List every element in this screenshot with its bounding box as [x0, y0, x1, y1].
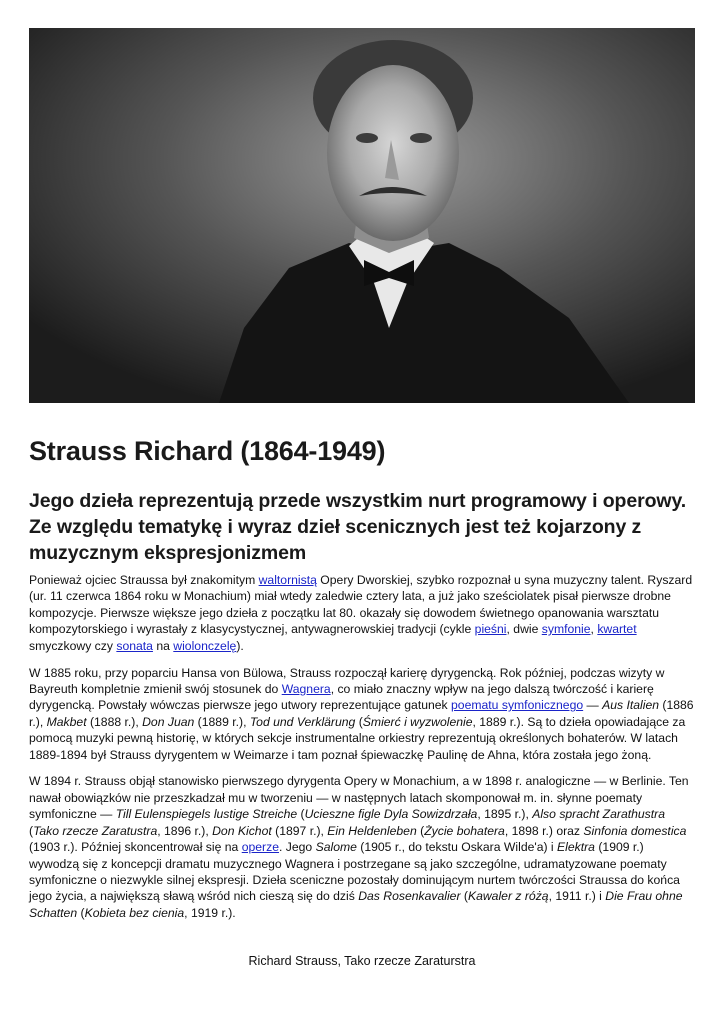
- link-kwartet[interactable]: kwartet: [597, 622, 637, 637]
- link-opera[interactable]: operze: [241, 840, 279, 855]
- link-wagnera[interactable]: Wagnera: [281, 681, 331, 696]
- portrait-illustration: [29, 28, 695, 403]
- paragraph-1: Ponieważ ojciec Straussa był znakomitym waltornistą Opery Dworskiej, szybko rozpoznał u syna muzyczny talent. Ryszard (ur. 11 czerwca 1864 roku w Monachium) miał wtedy zaledwie cztery lata, a już jako sześciolatek pisał pierwsze drobne kompozycje. Pierwsze większe jego dzieła z początku lat 80. okazały się dowodem świetnego opanowania warsztatu kompozytorskiego i wyrastały z klasycystycznej, antywagnerowskiej tradycji (cykle pieśni, dwie symfonie, kwartet smyczkowy czy sonata na wiolonczelę).: [29, 573, 693, 653]
- link-symfonie[interactable]: symfonie: [541, 622, 591, 637]
- link-piesni[interactable]: pieśni: [474, 622, 507, 637]
- lead-paragraph: Jego dzieła reprezentują przede wszystkim nurt programowy i operowy. Ze względu tematykę i wyraz dzieł scenicznych jest też kojarzony z muzycznym ekspresjonizmem: [29, 490, 687, 564]
- link-sonata[interactable]: sonata: [116, 638, 153, 653]
- link-poemat-symfoniczny[interactable]: poematu symfonicznego: [451, 698, 584, 713]
- link-wiolonczela[interactable]: wiolonczelę: [173, 638, 237, 653]
- portrait-photo: [29, 28, 695, 403]
- caption: Richard Strauss, Tako rzecze Zaraturstra: [248, 954, 476, 968]
- link-waltornista[interactable]: waltornistą: [258, 573, 317, 587]
- article-body: [29, 572, 695, 932]
- paragraph-2: W 1885 roku, przy poparciu Hansa von Bülowa, Strauss rozpoczął karierę dyrygencką. Rok później, podczas wizyty w Bayreuth kompletnie zmienił swój stosunek do Wagnera, co miało znaczny wpływ na jego dalszą twórczość i karierę dyrygencką. Powstały wówczas pierwsze jego utwory reprezentujące gatunek poematu symfonicznego — Aus Italien (1886 r.), Makbet (1888 r.), Don Juan (1889 r.), Tod und Verklärung (Śmierć i wyzwolenie, 1889 r.). Są to dzieła opowiadające za pomocą muzyki pewną historię, w których sekcje instrumentalne orkiestry reprezentują określonych bohaterów. W latach 1889-1894 był Strauss dyrygentem w Weimarze i tam poznał śpiewaczkę Paulinę de Ahna, która została jego żoną.: [29, 665, 694, 762]
- page-title: Strauss Richard (1864-1949): [29, 436, 386, 466]
- paragraph-3: W 1894 r. Strauss objął stanowisko pierwszego dyrygenta Opery w Monachium, a w 1898 r. analogiczne — w Berlinie. Ten nawał obowiązków nie przeszkadzał mu w tworzeniu — w następnych latach skomponował m. in. słynne poematy symfoniczne — Till Eulenspiegels lustige Streiche (Ucieszne figle Dyla Sowizdrzała, 1895 r.), Also spracht Zarathustra (Tako rzecze Zaratustra, 1896 r.), Don Kichot (1897 r.), Ein Heldenleben (Życie bohatera, 1898 r.) oraz Sinfonia domestica (1903 r.). Później skoncentrował się na operze. Jego Salome (1905 r., do tekstu Oskara Wilde'a) i Elektra (1909 r.) wywodzą się z koncepcji dramatu muzycznego Wagnera i postrzegane są jako szczególne, udramatyzowane poematy symfoniczne o niezwykle silnej ekspresji. Dzieła sceniczne pozostały dominującym nurtem twórczości Straussa do końca jego życia, a największą sławą wśród nich cieszą się do dziś Das Rosenkavalier (Kawaler z różą, 1911 r.) i Die Frau ohne Schatten (Kobieta bez cienia, 1919 r.).: [29, 774, 689, 920]
